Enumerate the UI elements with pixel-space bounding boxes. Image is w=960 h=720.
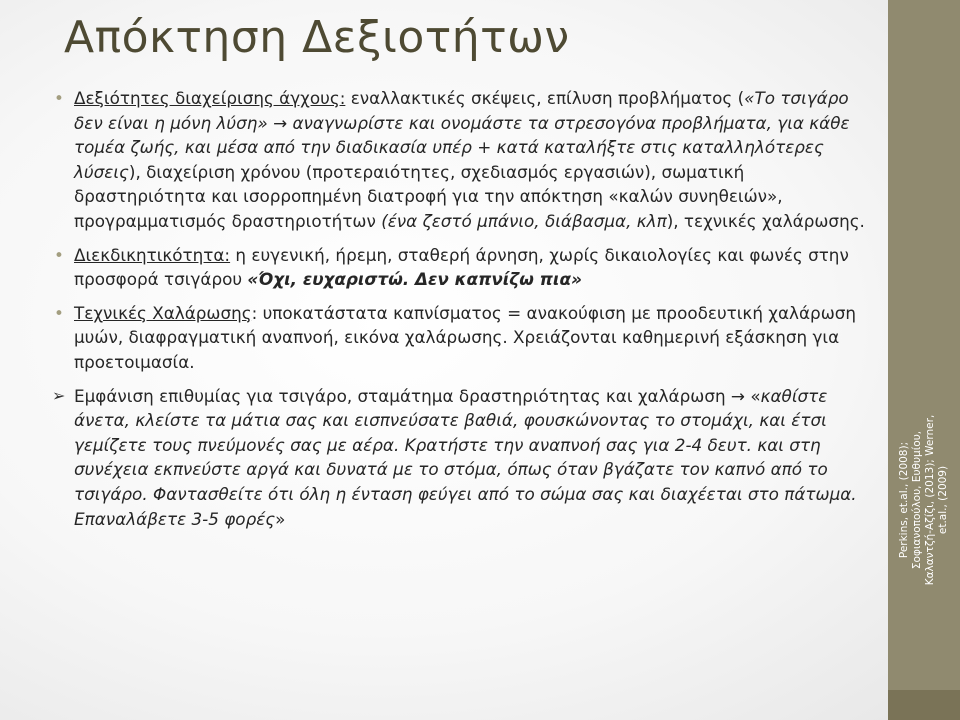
arrow-bullet-icon: ➢	[52, 385, 66, 405]
bullet-italic-text: «Το τσιγάρο δεν είναι η μόνη λύση» → αναγνωρίστε και ονομάστε τα στρεσογόνα προβλήματα, για κάθε τομέα ζωής, και μέσα από την διαδικασία υπέρ + κατά καταλήξτε στις καταλληλότερες λύσεις	[74, 88, 850, 182]
sidebar-band-footer	[888, 690, 960, 720]
bullet-dot-icon: •	[54, 244, 64, 265]
bullet-dot-icon: •	[54, 88, 64, 108]
bullet-heading: Διεκδικητικότητα:	[74, 244, 231, 265]
bullet-text: εναλλακτικές σκέψεις, επίλυση προβλήματος (	[345, 88, 745, 108]
bullet-text: ), διαχείριση χρόνου (προτεραιότητες, σχεδιασμός εργασιών), σωματική δραστηριότητα και ισορροπημένη διατροφή για την απόκτηση «καλών συνηθειών», προγραμματισμός δραστηριοτήτων	[74, 161, 783, 231]
bullet-assertiveness	[52, 243, 872, 292]
slide-title: Απόκτηση Δεξιοτήτων	[64, 12, 570, 63]
bullet-dot-icon: •	[54, 302, 64, 323]
slide-content	[52, 86, 872, 540]
bullet-heading: Δεξιότητες διαχείρισης άγχους:	[74, 88, 346, 108]
source-citation	[898, 310, 950, 690]
bullet-relaxation-techniques	[52, 301, 872, 375]
bullet-text: : υποκατάστατα καπνίσματος = ανακούφιση με προοδευτική χαλάρωση μυών, διαφραγματική αναπνοή, εικόνα χαλάρωσης. Χρειάζονται καθημερινή εξάσκηση για προετοιμασία.	[74, 302, 857, 372]
citation-line: Σοφιανοπούλου, Ευθυμίου,	[911, 430, 923, 570]
citation-line: et.al., (2009)	[937, 465, 949, 535]
bullet-emphasis-quote: «Όχι, ευχαριστώ. Δεν καπνίζω πια»	[247, 269, 582, 290]
bullet-text: ), τεχνικές χαλάρωσης.	[666, 210, 865, 231]
citation-line: Καλαντζή-Αζίζι, (2013); Werner,	[924, 414, 936, 586]
bullet-text: η ευγενική, ήρεμη, σταθερή άρνηση, χωρίς δικαιολογίες και φωνές στην προσφορά τσιγάρου	[74, 244, 849, 290]
bullet-text: Εμφάνιση επιθυμίας για τσιγάρο, σταμάτημα δραστηριότητας και χαλάρωση → «	[74, 385, 761, 406]
bullet-heading: Τεχνικές Χαλάρωσης	[74, 302, 252, 323]
bullet-italic-text: (ένα ζεστό μπάνιο, διάβασμα, κλπ	[381, 210, 667, 231]
bullet-craving-instructions	[52, 384, 872, 532]
citation-line: Perkins, et.al., (2008);	[898, 441, 910, 559]
bullet-text: »	[275, 508, 286, 529]
bullet-italic-text: καθίστε άνετα, κλείστε τα μάτια σας και εισπνεύσατε βαθιά, φουσκώνοντας το στομάχι, και έτσι γεμίζετε τους πνεύμονές σας με αέρα. Κρατήστε την αναπνοή σας για 2-4 δευτ. και στη συνέχεια εκπνεύστε αργά και δυνατά με το στόμα, όπως όταν βγάζατε τον καπνό από το τσιγάρο. Φαντασθείτε ότι όλη η ένταση φεύγει από το σώμα σας και διαχέεται στο πάτωμα. Επαναλάβετε 3-5 φορές	[74, 385, 857, 529]
bullet-stress-management	[52, 86, 872, 234]
